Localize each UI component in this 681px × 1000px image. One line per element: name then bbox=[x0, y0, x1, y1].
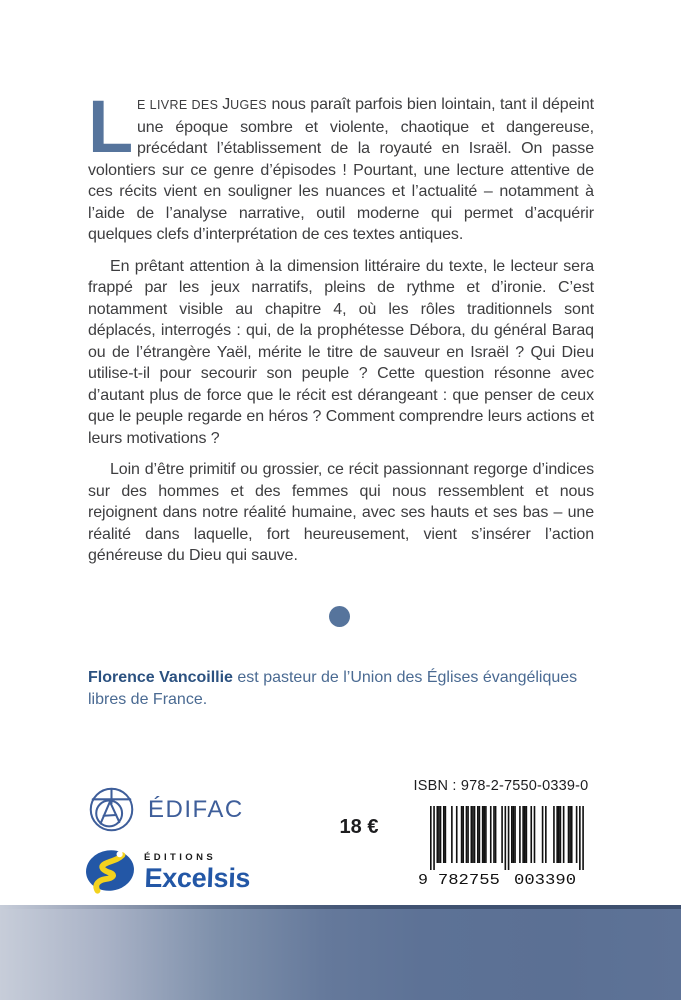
svg-text:9: 9 bbox=[418, 872, 428, 889]
author-description: est pasteur de l’Union des Églises évangéliques libres de France. bbox=[88, 669, 578, 708]
smallcaps-tail: UGES bbox=[230, 98, 267, 112]
dropcap-letter: L bbox=[88, 85, 134, 168]
author-name: Florence Vancoillie bbox=[88, 669, 233, 686]
publisher-edifac bbox=[88, 786, 244, 833]
svg-text:782755: 782755 bbox=[437, 872, 500, 889]
synopsis-block bbox=[88, 85, 594, 567]
author-bio bbox=[88, 667, 596, 711]
isbn-label: ISBN : 978-2-7550-0339-0 bbox=[413, 778, 589, 794]
paragraph-1-text: nous paraît parfois bien lointain, tant il dépeint une époque sombre et violente, chaotique et dangereuse, précédant l’établissement de la royauté en Israël. On passe volontiers sur ce genre d’épisodes ! Pourtant, une lecture attentive de ces récits vient en souligner les nuances et l’actualité – notamment à l’aide de l’analyse narrative, outil moderne qui permet d’acquérir quelques clefs d’interprétation de ces textes antiques. bbox=[88, 96, 594, 243]
barcode-block bbox=[417, 806, 587, 890]
price-label: 18 € bbox=[339, 816, 379, 838]
svg-text:003390: 003390 bbox=[514, 872, 577, 889]
separator-dot bbox=[329, 606, 350, 627]
excelsis-logo-icon bbox=[85, 847, 135, 894]
ean13-barcode bbox=[417, 806, 587, 890]
synopsis-paragraph-3: Loin d’être primitif ou grossier, ce récit passionnant regorge d’indices sur des hommes et des femmes qui nous ressemblent et nous rejoignent dans notre réalité humaine, avec ses hauts et ses bas – une réalité dans laquelle, fort heureusement, vient s’insérer l’action généreuse du Dieu qui sauve. bbox=[88, 461, 594, 564]
bottom-gradient-band bbox=[0, 905, 681, 1000]
edifac-logo-icon bbox=[88, 786, 135, 833]
excelsis-wordmark: Excelsis bbox=[144, 863, 251, 893]
publisher-excelsis bbox=[85, 847, 250, 894]
synopsis-paragraph-2: En prêtant attention à la dimension littéraire du texte, le lecteur sera frappé par les jeux narratifs, pleins de rythme et d’ironie. C’est notamment visible au chapitre 4, où les rôles traditionnels sont déplacés, interrogés : qui, de la prophétesse Débora, du général Baraq ou de l’étrangère Yaël, mérite le titre de sauveur en Israël ? Qui Dieu utilise-t-il pour secourir son peuple ? Cette question résonne avec d’autant plus de force que le récit est dérangeant : que penser de ceux que le peuple regarde en héros ? Comment comprendre leurs actions et leurs motivations ? bbox=[88, 257, 594, 447]
smallcaps-cap: J bbox=[222, 96, 231, 113]
synopsis-paragraph-1 bbox=[88, 85, 594, 246]
excelsis-editions-label: ÉDITIONS bbox=[144, 852, 217, 863]
edifac-wordmark: ÉDIFAC bbox=[148, 795, 244, 823]
smallcaps-lead: E LIVRE DES bbox=[137, 98, 223, 112]
